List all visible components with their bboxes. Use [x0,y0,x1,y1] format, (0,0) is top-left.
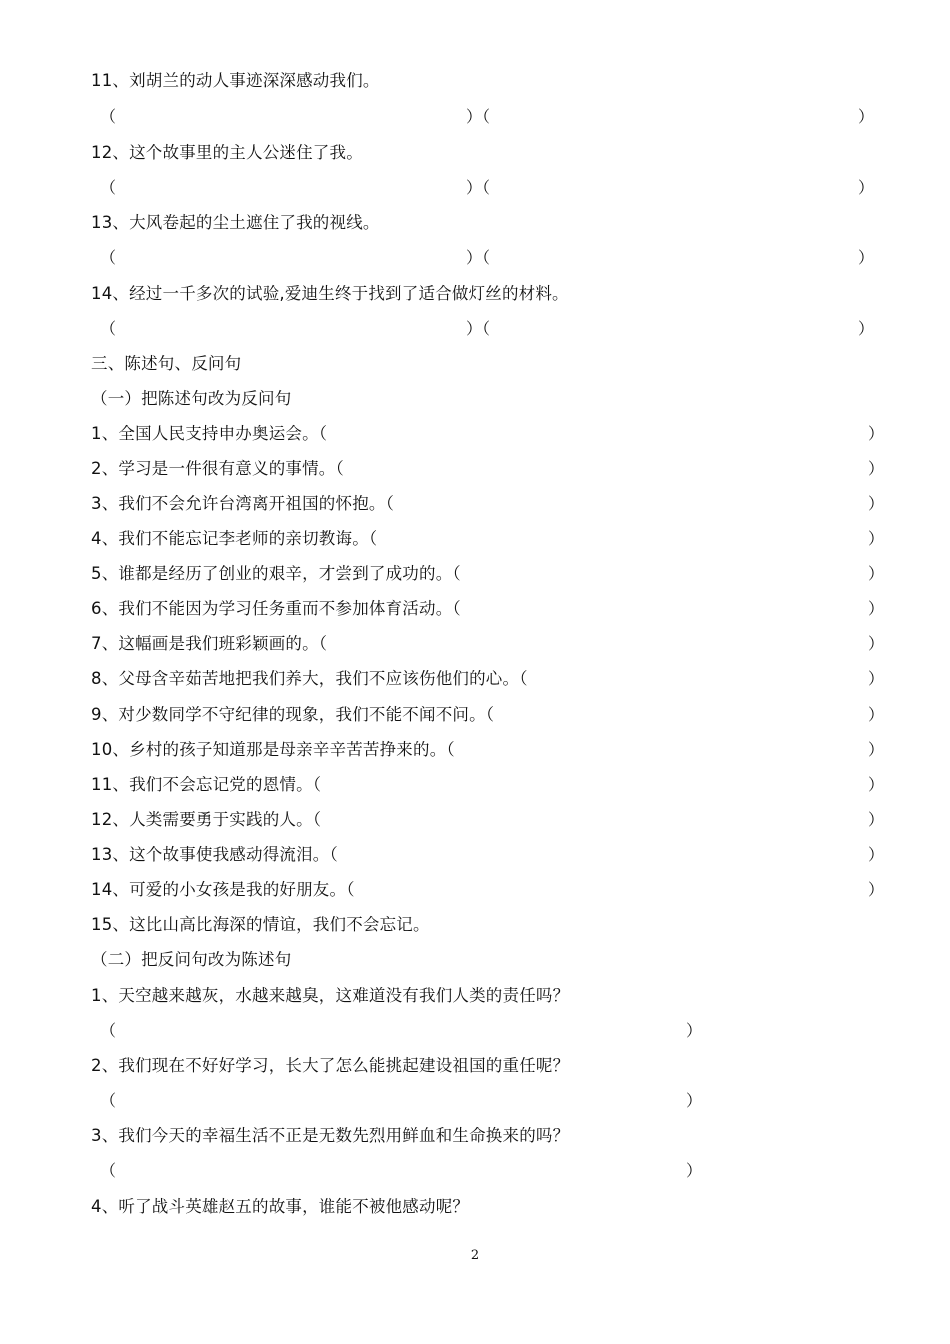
list-item: 4、听了战斗英雄赵五的故事，谁能不被他感动呢？ [91,1197,470,1216]
answer-close: ） [858,319,875,338]
list-item: 3、我们今天的幸福生活不正是无数先烈用鲜血和生命换来的吗？ [91,1126,570,1145]
list-item: 8、父母含辛茹苦地把我们养大，我们不应该伤他们的心。（ [91,669,528,688]
subsection-title: （一）把陈述句改为反问句 [91,389,292,408]
list-item: 1、天空越来越灰，水越来越臭，这难道没有我们人类的责任吗？ [91,986,570,1005]
list-item: 13、这个故事使我感动得流泪。（ [91,845,338,864]
list-item: 3、我们不会允许台湾离开祖国的怀抱。（ [91,494,395,513]
section-title: 三、陈述句、反问句 [91,354,242,373]
question-text: 11、刘胡兰的动人事迹深深感动我们。 [91,71,380,90]
answer-open: （ [100,1091,117,1110]
answer-open: （ [100,319,117,338]
answer-close: ） [868,634,885,653]
answer-divider: ）（ [466,178,491,197]
answer-close: ） [868,494,885,513]
list-item: 11、我们不会忘记党的恩情。（ [91,775,322,794]
list-item: 1、全国人民支持申办奥运会。（ [91,424,328,443]
list-item: 4、我们不能忘记李老师的亲切教诲。（ [91,529,378,548]
answer-close: ） [868,459,885,478]
list-item: 14、可爱的小女孩是我的好朋友。（ [91,880,355,899]
question-text: 14、经过一千多次的试验,爱迪生终于找到了适合做灯丝的材料。 [91,284,569,303]
answer-divider: ）（ [466,107,491,126]
answer-close: ） [868,880,885,899]
answer-close: ） [868,599,885,618]
answer-close: ） [868,529,885,548]
answer-open: （ [100,248,117,267]
answer-close: ） [868,775,885,794]
subsection-title: （二）把反问句改为陈述句 [91,950,292,969]
list-item: 2、我们现在不好好学习，长大了怎么能挑起建设祖国的重任呢？ [91,1056,570,1075]
answer-close: ） [858,178,875,197]
list-item: 7、这幅画是我们班彩颖画的。（ [91,634,328,653]
answer-close: ） [868,810,885,829]
answer-close: ） [868,845,885,864]
answer-open: （ [100,1021,117,1040]
answer-divider: ）（ [466,319,491,338]
answer-divider: ）（ [466,248,491,267]
list-item: 5、谁都是经历了创业的艰辛，才尝到了成功的。（ [91,564,461,583]
page-number: 2 [470,1248,480,1263]
answer-open: （ [100,107,117,126]
question-text: 12、这个故事里的主人公迷住了我。 [91,143,363,162]
list-item: 10、乡村的孩子知道那是母亲辛辛苦苦挣来的。（ [91,740,455,759]
answer-close: ） [868,740,885,759]
answer-open: （ [100,1161,117,1180]
answer-close: ） [868,564,885,583]
list-item: 6、我们不能因为学习任务重而不参加体育活动。（ [91,599,461,618]
list-item: 9、对少数同学不守纪律的现象，我们不能不闻不问。（ [91,705,495,724]
answer-close: ） [686,1091,703,1110]
answer-close: ） [868,669,885,688]
list-item: 2、学习是一件很有意义的事情。（ [91,459,344,478]
answer-close: ） [686,1161,703,1180]
list-item: 15、这比山高比海深的情谊，我们不会忘记。 [91,915,430,934]
list-item: 12、人类需要勇于实践的人。（ [91,810,322,829]
answer-close: ） [868,705,885,724]
answer-close: ） [858,248,875,267]
question-text: 13、大风卷起的尘土遮住了我的视线。 [91,213,380,232]
answer-close: ） [868,424,885,443]
answer-open: （ [100,178,117,197]
answer-close: ） [858,107,875,126]
answer-close: ） [686,1021,703,1040]
